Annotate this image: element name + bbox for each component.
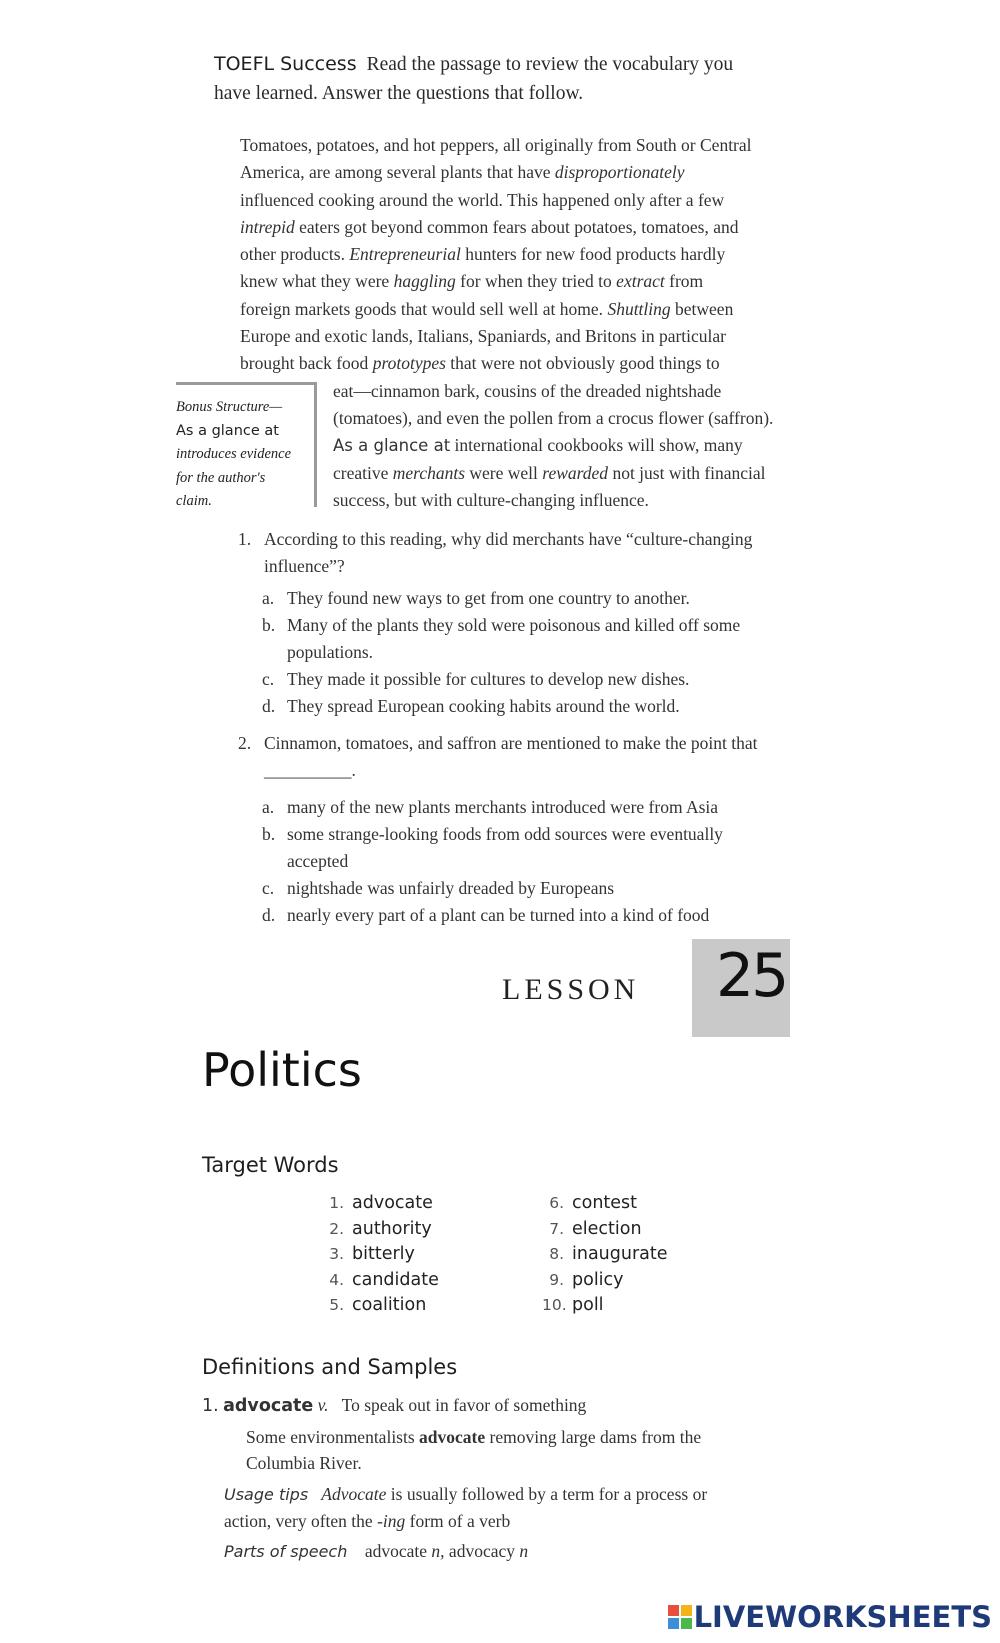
- passage-line: influenced cooking around the world. This happened only after a few: [240, 189, 725, 210]
- lesson-label: LESSON: [502, 973, 640, 1006]
- page-title: Politics: [202, 1043, 362, 1097]
- definitions-heading: Definitions and Samples: [202, 1355, 458, 1379]
- question-1: 1. According to this reading, why did merchants have “culture-changing influence”?: [238, 529, 753, 576]
- option-a[interactable]: a. many of the new plants merchants introduced were from Asia: [262, 797, 719, 817]
- question-1-options: [262, 585, 740, 720]
- passage-line: creative merchants were well rewarded not just with financial: [333, 462, 766, 483]
- passage-line: (tomatoes), and even the pollen from a crocus flower (saffron).: [333, 407, 774, 428]
- toefl-heading: TOEFL Success: [214, 53, 357, 75]
- option-d[interactable]: d. They spread European cooking habits around the world.: [262, 696, 680, 716]
- passage-line: Europe and exotic lands, Italians, Spaniards, and Britons in particular: [240, 326, 726, 347]
- passage-line: foreign markets goods that would sell well at home. Shuttling between: [240, 298, 734, 319]
- list-item: 1. advocate: [329, 1193, 433, 1213]
- passage-line: brought back food prototypes that were not obviously good things to: [240, 353, 720, 374]
- usage-tips: Usage tips Advocate is usually followed by a term for a process or action, very often the -ing form of a verb: [224, 1484, 708, 1531]
- question-2-options: [262, 794, 723, 929]
- liveworksheets-logo[interactable]: [668, 1600, 992, 1634]
- answer-blank: __________.: [264, 760, 356, 780]
- list-item: 8. inaugurate: [549, 1244, 668, 1264]
- option-d[interactable]: d. nearly every part of a plant can be turned into a kind of food: [262, 905, 710, 925]
- list-item: 2. authority: [329, 1218, 432, 1239]
- list-item: 5. coalition: [329, 1295, 427, 1315]
- option-b[interactable]: b. some strange-looking foods from odd sources were eventually accepted: [262, 824, 723, 871]
- reading-passage: [240, 132, 816, 514]
- intro-line-1: Read the passage to review the vocabulary you: [366, 54, 734, 75]
- list-item: 3. bitterly: [329, 1244, 415, 1264]
- target-words-right: [542, 1191, 668, 1319]
- passage-line: Tomatoes, potatoes, and hot peppers, all originally from South or Central: [240, 135, 752, 155]
- list-item: 4. candidate: [329, 1269, 439, 1290]
- list-item: 6. contest: [549, 1193, 638, 1213]
- bonus-structure-note: Bonus Structure— As a glance at introduces evidence for the author's claim.: [176, 399, 292, 509]
- option-c[interactable]: c. nightshade was unfairly dreaded by Europeans: [262, 878, 615, 898]
- target-words-heading: Target Words: [202, 1153, 339, 1177]
- option-a[interactable]: a. They found new ways to get from one country to another.: [262, 588, 690, 608]
- logo-icon: [668, 1605, 692, 1629]
- passage-line: As a glance at international cookbooks will show, many: [333, 435, 743, 456]
- list-item: 7. election: [549, 1218, 642, 1239]
- intro: [214, 50, 814, 108]
- passage-line: other products. Entrepreneurial hunters for new food products hardly: [240, 244, 726, 265]
- list-item: 10. poll: [542, 1295, 604, 1315]
- intro-line-2: have learned. Answer the questions that follow.: [214, 83, 584, 104]
- definition-entry: [202, 1392, 822, 1565]
- logo-text: LIVEWORKSHEETS: [693, 1600, 992, 1634]
- lesson-number: 25: [716, 941, 787, 1011]
- parts-of-speech: Parts of speech advocate n, advocacy n: [224, 1541, 529, 1561]
- passage-line: success, but with culture-changing influence.: [333, 489, 649, 510]
- list-item: 9. policy: [549, 1269, 624, 1290]
- passage-line: intrepid eaters got beyond common fears about potatoes, tomatoes, and: [240, 216, 739, 237]
- passage-line: America, are among several plants that have disproportionately: [240, 162, 685, 183]
- passage-line: knew what they were haggling for when they tried to extract from: [240, 271, 704, 292]
- passage-line: eat—cinnamon bark, cousins of the dreaded nightshade: [333, 380, 722, 401]
- entry-line: 1. advocate v. To speak out in favor of something: [202, 1395, 587, 1416]
- question-2: 2. Cinnamon, tomatoes, and saffron are mentioned to make the point that __________.: [238, 733, 758, 780]
- option-c[interactable]: c. They made it possible for cultures to develop new dishes.: [262, 669, 690, 689]
- option-b[interactable]: b. Many of the plants they sold were poisonous and killed off some populations.: [262, 615, 741, 662]
- target-words-left: [322, 1191, 439, 1319]
- sample-sentence: Some environmentalists advocate removing large dams from the Columbia River.: [246, 1427, 702, 1473]
